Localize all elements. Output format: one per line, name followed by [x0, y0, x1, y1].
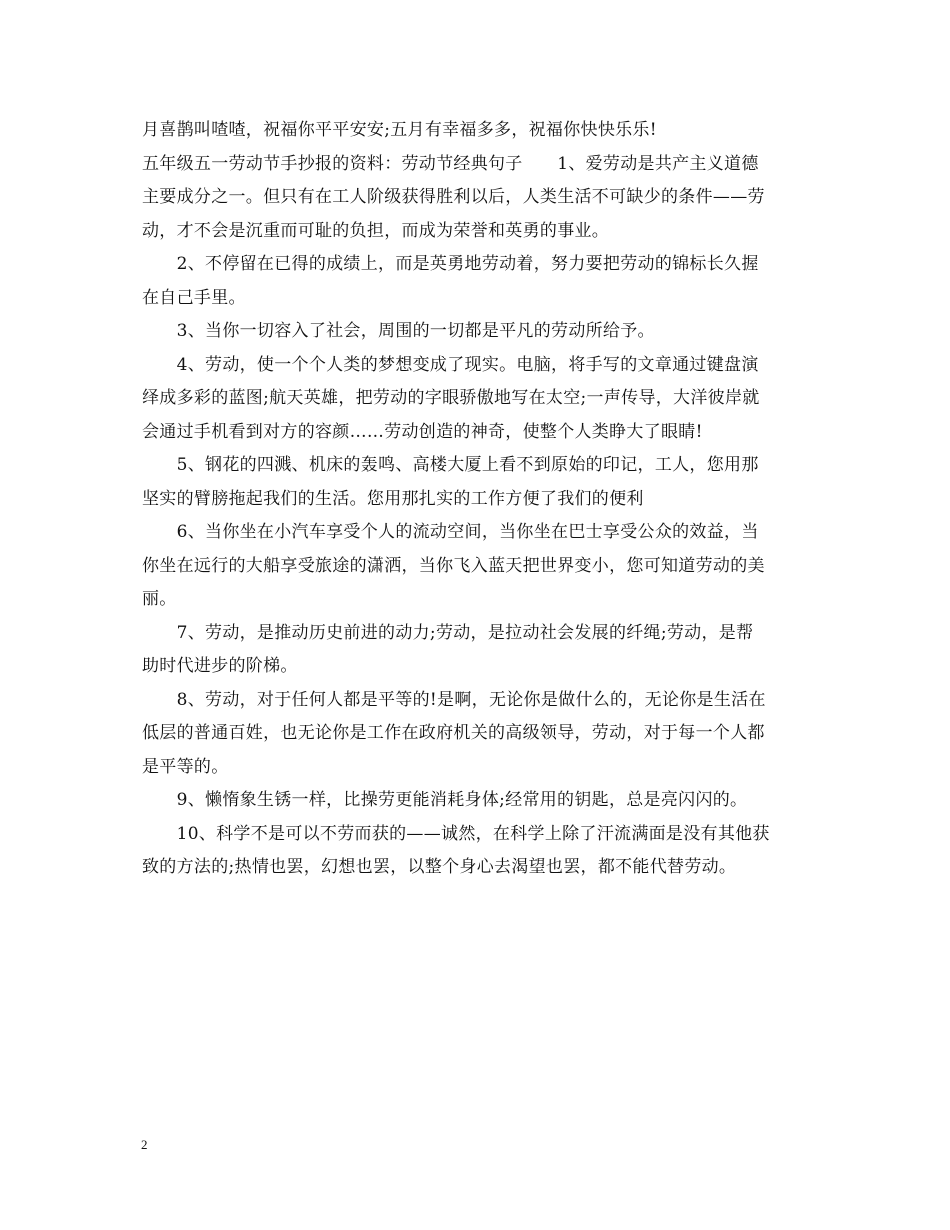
- text-line: 五年级五一劳动节手抄报的资料：劳动节经典句子 1、爱劳动是共产主义道德: [142, 153, 759, 174]
- text-line: 在自己手里。: [142, 287, 246, 308]
- text-line: 丽。: [142, 589, 177, 609]
- document-body: [142, 114, 814, 885]
- text-line: 动，才不会是沉重而可耻的负担，而成为荣誉和英勇的事业。: [142, 220, 610, 241]
- text-line: 你坐在远行的大船享受旅途的潇洒，当你飞入蓝天把世界变小，您可知道劳动的美: [142, 555, 765, 576]
- text-line: 6、当你坐在小汽车享受个人的流动空间，当你坐在巴士享受公众的效益，当: [142, 522, 759, 542]
- text-line: 会通过手机看到对方的容颜……劳动创造的神奇，使整个人类睁大了眼睛!: [142, 421, 703, 442]
- text-line: 月喜鹊叫喳喳，祝福你平平安安;五月有幸福多多，祝福你快快乐乐!: [142, 120, 657, 140]
- text-line: 10、科学不是可以不劳而获的——诚然，在科学上除了汗流满面是没有其他获: [142, 823, 770, 844]
- text-line: 9、懒惰象生锈一样，比操劳更能消耗身体;经常用的钥匙，总是亮闪闪的。: [142, 790, 748, 810]
- text-line: 5、钢花的四溅、机床的轰鸣、高楼大厦上看不到原始的印记，工人，您用那: [142, 455, 759, 475]
- text-line: 助时代进步的阶梯。: [142, 656, 298, 676]
- text-line: 8、劳动，对于任何人都是平等的!是啊，无论你是做什么的，无论你是生活在: [142, 689, 766, 710]
- text-line: 致的方法的;热情也罢，幻想也罢，以整个身心去渴望也罢，都不能代替劳动。: [142, 857, 737, 877]
- text-line: 主要成分之一。但只有在工人阶级获得胜利以后，人类生活不可缺少的条件——劳: [142, 187, 765, 207]
- text-line: 3、当你一切容入了社会，周围的一切都是平凡的劳动所给予。: [142, 321, 655, 341]
- text-line: 低层的普通百姓，也无论你是工作在政府机关的高级领导，劳动，对于每一个人都: [142, 723, 765, 743]
- text-line: 2、不停留在已得的成绩上，而是英勇地劳动着，努力要把劳动的锦标长久握: [142, 254, 759, 274]
- text-line: 4、劳动，使一个个人类的梦想变成了现实。电脑，将手写的文章通过键盘演: [142, 354, 759, 375]
- text-line: 坚实的臂膀拖起我们的生活。您用那扎实的工作方便了我们的便利: [142, 488, 644, 509]
- text-line: 是平等的。: [142, 756, 229, 777]
- page-number: 2: [141, 1137, 148, 1152]
- text-line: 7、劳动，是推动历史前进的动力;劳动，是拉动社会发展的纤绳;劳动，是帮: [142, 622, 754, 643]
- text-line: 绎成多彩的蓝图;航天英雄，把劳动的字眼骄傲地写在太空;一声传导，大洋彼岸就: [142, 388, 760, 408]
